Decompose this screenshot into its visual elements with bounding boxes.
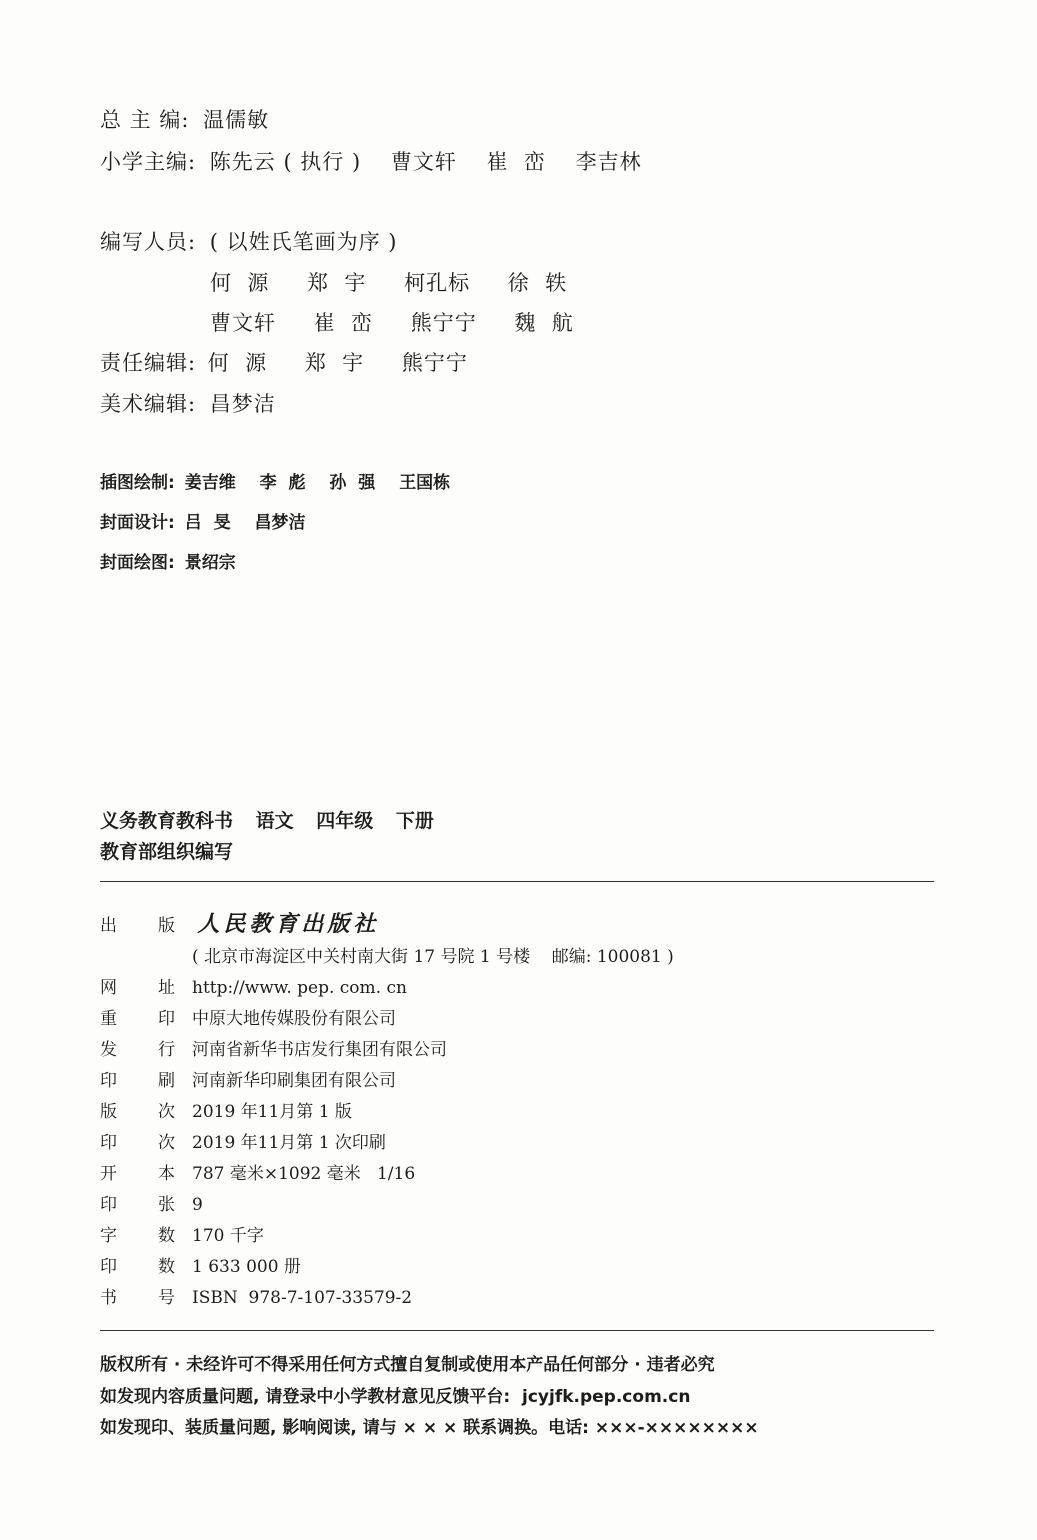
- cover-drawing-line: [100, 548, 236, 573]
- pub-key-char: 字: [100, 1226, 117, 1246]
- pub-key-char: 书: [100, 1288, 117, 1308]
- illustrator-name: 李 彪: [259, 473, 306, 493]
- pub-key-char: 刷: [158, 1071, 175, 1091]
- primary-editor-name: 李吉林: [575, 150, 642, 174]
- illustrator-name: 王国栋: [399, 473, 451, 493]
- responsible-editor-name: 郑 宇: [304, 351, 365, 375]
- publication-info-row: [100, 1128, 386, 1153]
- feedback-notice: 如发现内容质量问题, 请登录中小学教材意见反馈平台: jcyjfk.pep.com.cn: [100, 1387, 691, 1407]
- writer-name: 柯孔标: [404, 271, 471, 295]
- copyright-notice: 版权所有 · 未经许可不得采用任何方式擅自复制或使用本产品任何部分 · 违者必究: [100, 1355, 715, 1375]
- publication-info-row: [100, 1066, 396, 1091]
- pub-value: 170 千字: [192, 1226, 264, 1246]
- publication-info-row: [100, 1159, 415, 1184]
- pub-key-char: 版: [100, 1102, 117, 1122]
- pub-key-char: 发: [100, 1040, 117, 1060]
- pub-value: 河南省新华书店发行集团有限公司: [192, 1040, 447, 1060]
- writers-line: [100, 226, 398, 256]
- pub-value: 9: [192, 1195, 203, 1215]
- primary-editor-label: 小学主编:: [100, 150, 197, 174]
- book-title: [100, 806, 434, 833]
- writer-name: 郑 宇: [307, 271, 367, 295]
- art-editor-line: [100, 388, 276, 418]
- book-title-part: 下册: [395, 810, 434, 832]
- responsible-editor-name: 熊宁宁: [401, 351, 468, 375]
- pub-key-char: 网: [100, 978, 117, 998]
- writer-name: 崔 峦: [313, 311, 374, 335]
- publication-info-row: [100, 1221, 264, 1246]
- pub-key-char: 本: [158, 1164, 175, 1184]
- primary-editor-name: 陈先云 ( 执行 ): [209, 150, 362, 174]
- responsible-editor-label: 责任编辑:: [100, 351, 197, 375]
- pub-key-char: 印: [100, 1133, 117, 1153]
- cover-designer-name: 吕 旻: [184, 513, 231, 533]
- publication-info-row: [100, 1283, 412, 1308]
- illustrator-name: 姜吉维: [184, 473, 236, 493]
- writer-name: 徐 轶: [507, 271, 568, 295]
- pub-key-char: 行: [158, 1040, 175, 1060]
- publisher-address: ( 北京市海淀区中关村南大街 17 号院 1 号楼 邮编: 100081 ): [192, 947, 674, 967]
- pub-key-char: 数: [158, 1226, 175, 1246]
- pub-key-char: 址: [158, 978, 175, 998]
- publication-info-row: [100, 1035, 447, 1060]
- pub-value: 2019 年11月第 1 版: [192, 1102, 352, 1122]
- divider-top: [100, 881, 934, 882]
- pub-key-char: 印: [100, 1071, 117, 1091]
- pub-value: 中原大地传媒股份有限公司: [192, 1009, 396, 1029]
- pub-value: 787 毫米×1092 毫米 1/16: [192, 1164, 416, 1184]
- pub-key-char: 次: [158, 1102, 175, 1122]
- publication-info-row: [100, 1252, 301, 1277]
- responsible-editor-name: 何 源: [207, 351, 268, 375]
- pub-key-char: 开: [100, 1164, 117, 1184]
- publication-info-row: [100, 1004, 396, 1029]
- pub-key-char: 数: [158, 1257, 175, 1277]
- pub-value: http://www. pep. com. cn: [192, 978, 407, 998]
- pub-key-char: 张: [158, 1195, 175, 1215]
- writer-name: 熊宁宁: [410, 311, 477, 335]
- publication-info-row: [100, 973, 407, 998]
- pub-key-char: 出: [100, 916, 117, 936]
- cover-drawing-name: 景绍宗: [184, 553, 236, 573]
- writers-note: ( 以姓氏笔画为序 ): [209, 230, 398, 254]
- writer-name: 曹文轩: [210, 311, 276, 335]
- responsible-editor-line: [100, 347, 498, 377]
- writers-label: 编写人员:: [100, 230, 197, 254]
- chief-editor-label: 总 主 编:: [100, 108, 190, 132]
- art-editor-label: 美术编辑:: [100, 392, 197, 416]
- publisher-row: [100, 907, 379, 938]
- illustration-label: 插图绘制:: [100, 473, 175, 493]
- pub-key-char: 版: [158, 916, 175, 936]
- primary-editor-line: [100, 146, 642, 176]
- pub-key-char: 重: [100, 1009, 117, 1029]
- book-title-part: 四年级: [316, 810, 374, 832]
- divider-bottom: [100, 1330, 934, 1331]
- pub-value: ISBN 978-7-107-33579-2: [192, 1288, 413, 1308]
- primary-editor-name: 曹文轩: [390, 150, 457, 174]
- cover-drawing-label: 封面绘图:: [100, 553, 175, 573]
- illustrator-name: 孙 强: [329, 473, 376, 493]
- book-title-part: 语文: [255, 810, 294, 832]
- primary-editor-name: 崔 峦: [486, 150, 546, 174]
- illustration-line: [100, 468, 450, 493]
- publication-info-row: [100, 1097, 352, 1122]
- pub-value: 2019 年11月第 1 次印刷: [192, 1133, 386, 1153]
- cover-design-label: 封面设计:: [100, 513, 175, 533]
- art-editor-name: 昌梦洁: [209, 392, 276, 416]
- pub-value: 河南新华印刷集团有限公司: [192, 1071, 396, 1091]
- publisher-logo: 人民教育出版社: [197, 911, 380, 937]
- compiled-by: 教育部组织编写: [100, 841, 234, 863]
- cover-designer-name: 昌梦洁: [254, 513, 306, 533]
- pub-key-char: 号: [158, 1288, 175, 1308]
- book-title-part: 义务教育教科书: [100, 810, 234, 832]
- cover-design-line: [100, 508, 306, 533]
- pub-value: 1 633 000 册: [192, 1257, 301, 1277]
- writers-row-1: [210, 267, 597, 297]
- publication-info-row: [100, 1190, 203, 1215]
- pub-key-char: 次: [158, 1133, 175, 1153]
- writers-row-2: [210, 307, 604, 337]
- writer-name: 魏 航: [514, 311, 574, 335]
- pub-key-char: 印: [158, 1009, 175, 1029]
- writer-name: 何 源: [210, 271, 270, 295]
- chief-editor-line: [100, 104, 269, 134]
- pub-key-char: 印: [100, 1195, 117, 1215]
- chief-editor-name: 温儒敏: [203, 108, 270, 132]
- print-quality-notice: 如发现印、装质量问题, 影响阅读, 请与 × × × 联系调换。电话: ×××-××××××××: [100, 1418, 759, 1438]
- pub-key-char: 印: [100, 1257, 117, 1277]
